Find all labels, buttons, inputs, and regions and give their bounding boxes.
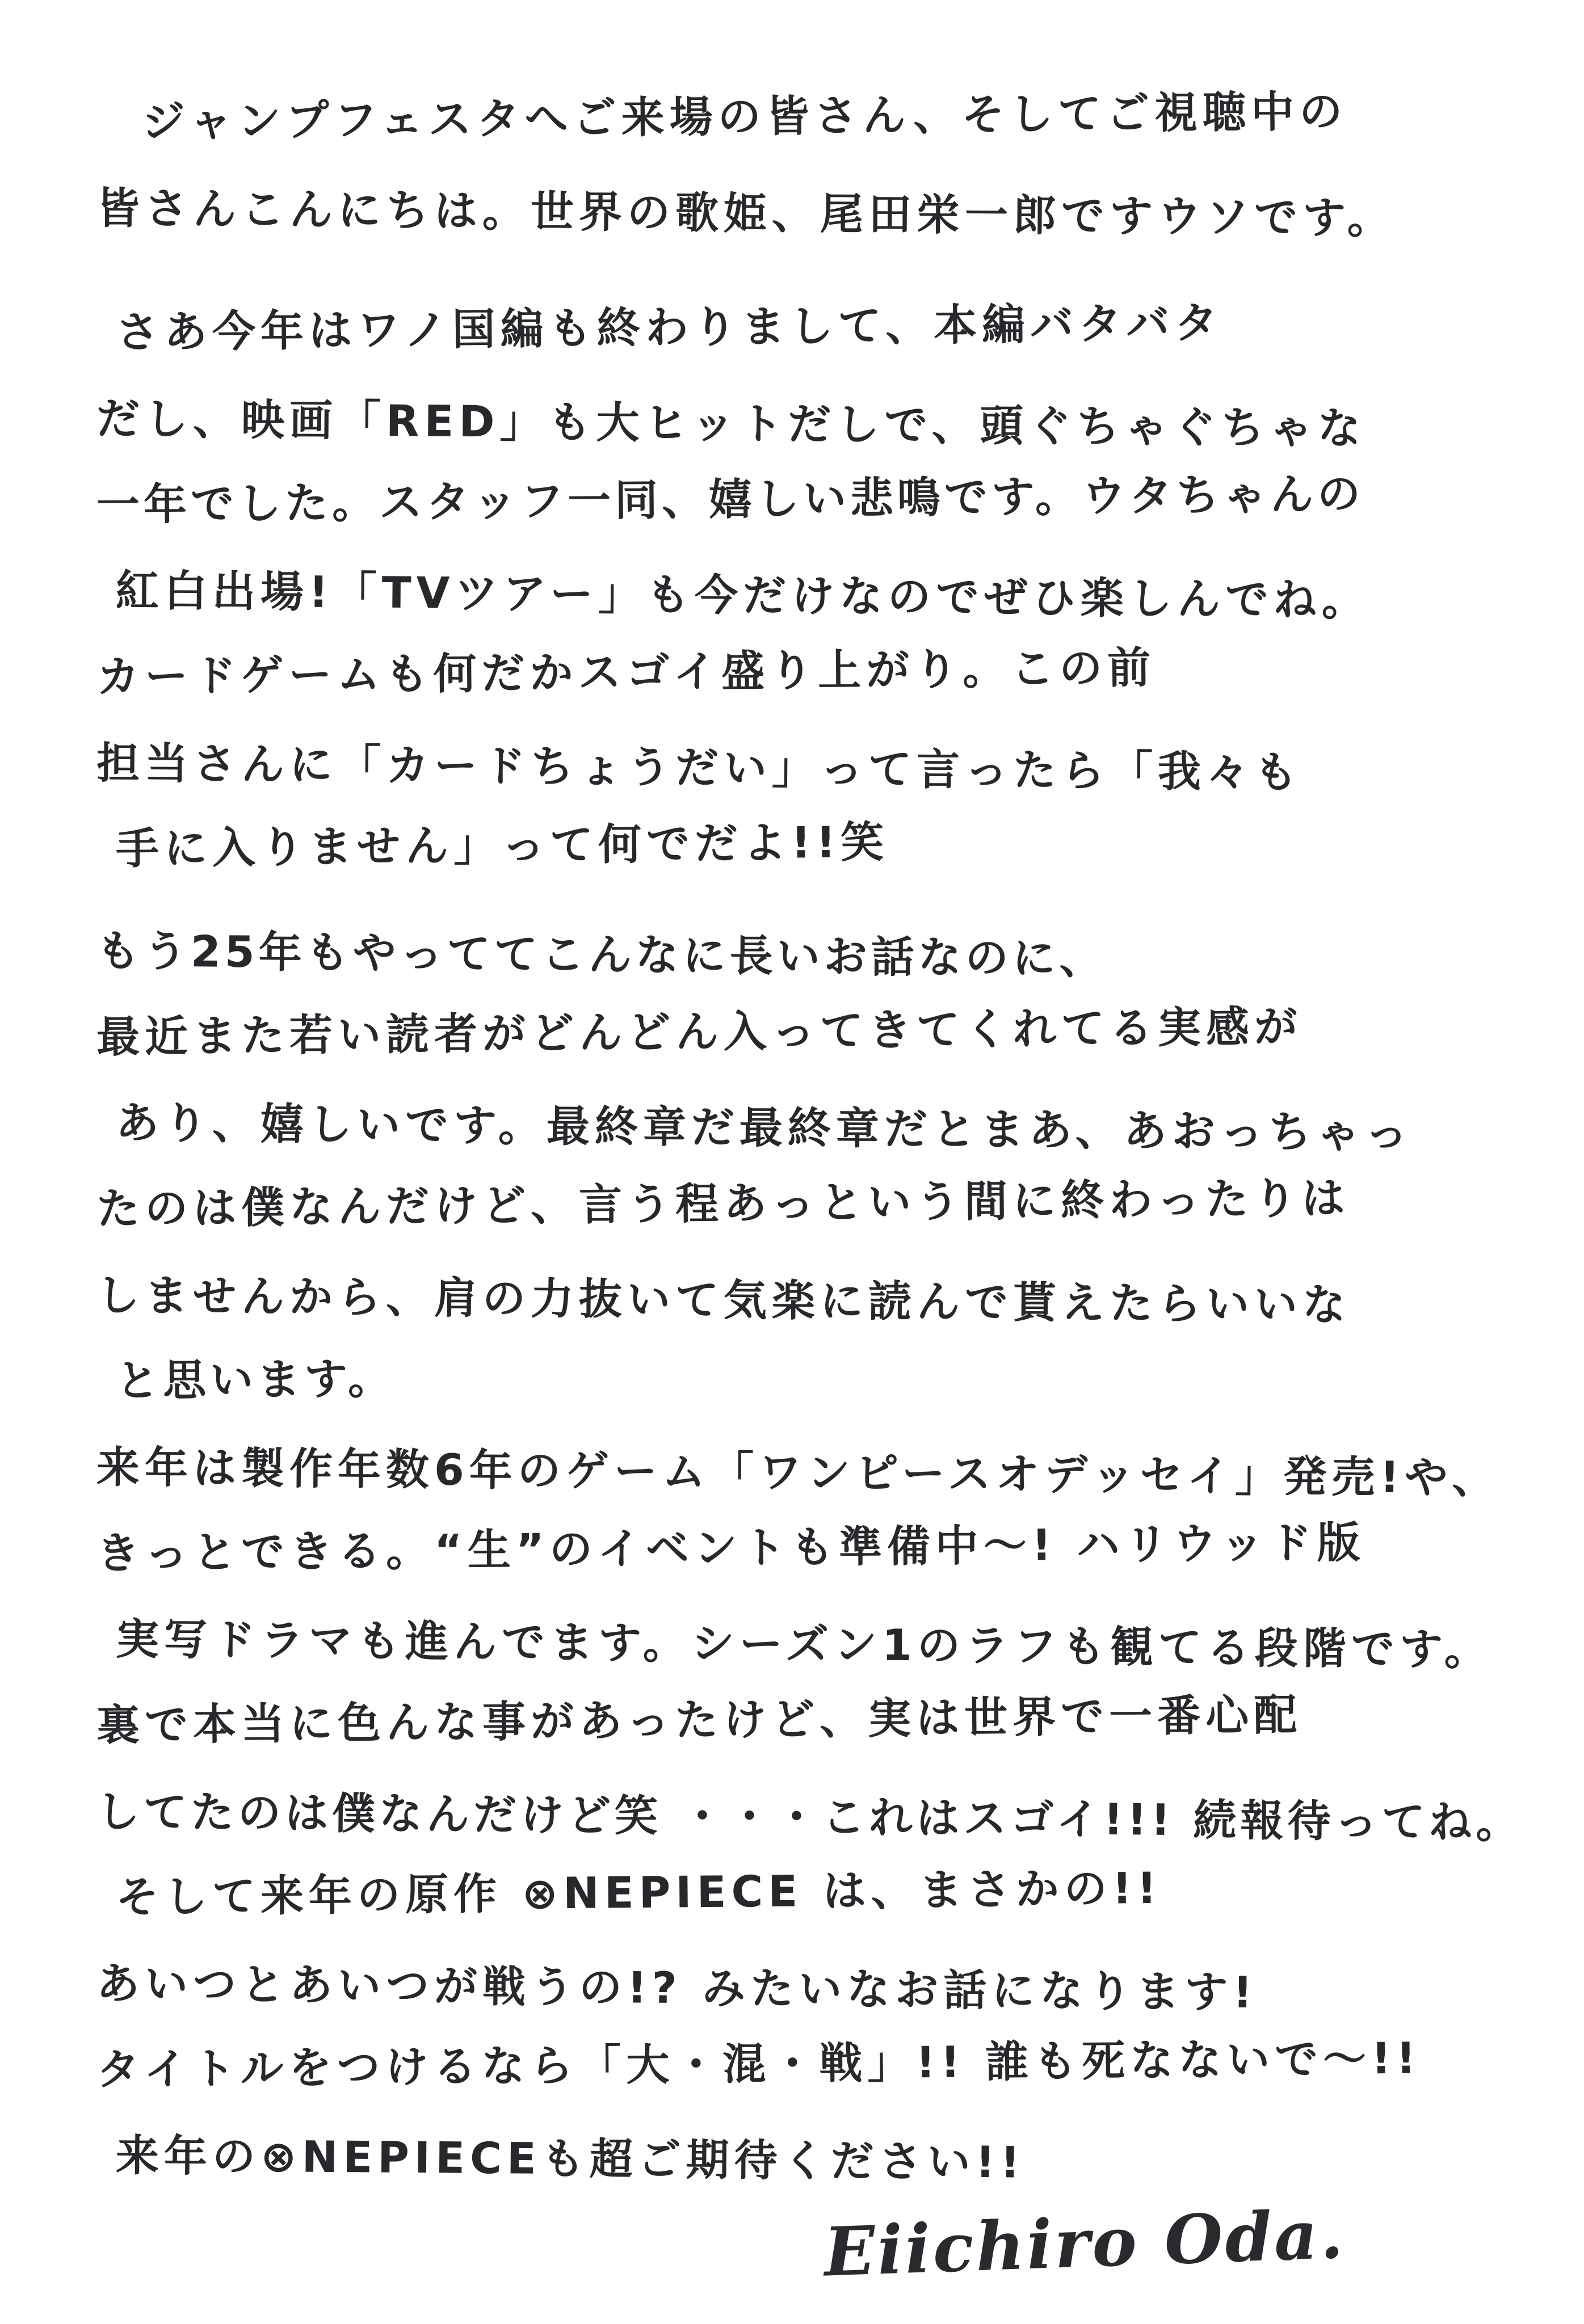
- letter-line: と思います。: [115, 1353, 396, 1407]
- letter-line: 最近また若い読者がどんどん入ってきてくれてる実感が: [96, 1001, 1303, 1062]
- letter-line: してたのは僕なんだけど笑 ・・・これはスゴイ!!! 続報待ってね。: [96, 1786, 1523, 1848]
- letter-line: さあ今年はワノ国編も終わりまして、本編バタバタ: [115, 297, 1223, 358]
- letter-line: 一年でした。スタッフ一同、嬉しい悲鳴です。ウタちゃんの: [96, 468, 1365, 530]
- letter-line: たのは僕なんだけど、言う程あっという間に終わったりは: [96, 1172, 1350, 1235]
- letter-line: カードゲームも何だかスゴイ盛り上がり。この前: [96, 642, 1156, 702]
- letter-line: 紅白出場!「TVツアー」も今だけなのでぜひ楽しんでね。: [115, 565, 1371, 626]
- letter-line: 裏で本当に色んな事があったけど、実は世界で一番心配: [96, 1689, 1303, 1751]
- letter-line: 担当さんに「カードちょうだい」って言ったら「我々も: [96, 737, 1303, 798]
- letter-line: きっとできる。“生”のイベントも準備中〜! ハリウッド版: [96, 1517, 1365, 1578]
- letter-line: 来年は製作年数6年のゲーム「ワンピースオデッセイ」発売!や、: [96, 1442, 1501, 1504]
- letter-line: 手に入りません」って何でだよ!!笑: [115, 816, 889, 874]
- letter-line: 来年の⊗NEPIECEも超ご期待ください!!: [115, 2130, 1026, 2188]
- letter-line: タイトルをつけるなら「大・混・戦」!! 誰も死なないで〜!!: [96, 2032, 1421, 2095]
- letter-line: あいつとあいつが戦うの!? みたいなお話になります!: [96, 1958, 1258, 2018]
- letter-line: 皆さんこんにちは。世界の歌姫、尾田栄一郎ですウソです。: [96, 182, 1396, 243]
- letter-line: そして来年の原作 ⊗NEPIECE は、まさかの!!: [115, 1863, 1162, 1923]
- letter-line: 実写ドラマも進んでます。シーズン1のラフも観てる段階です。: [115, 1614, 1493, 1675]
- letter-line: だし、映画「RED」も大ヒットだしで、頭ぐちゃぐちゃな: [96, 393, 1367, 454]
- author-signature: Eiichiro Oda.: [822, 2194, 1347, 2292]
- letter-line: しませんから、肩の力抜いて気楽に読んで貰えたらいいな: [96, 1269, 1351, 1331]
- letter-line: あり、嬉しいです。最終章だ最終章だとまあ、あおっちゃっ: [115, 1097, 1414, 1159]
- letter-line: ジャンプフェスタへご来場の皆さん、そしてご視聴中の: [141, 86, 1348, 147]
- letter-line: もう25年もやっててこんなに長いお話なのに、: [96, 925, 1107, 984]
